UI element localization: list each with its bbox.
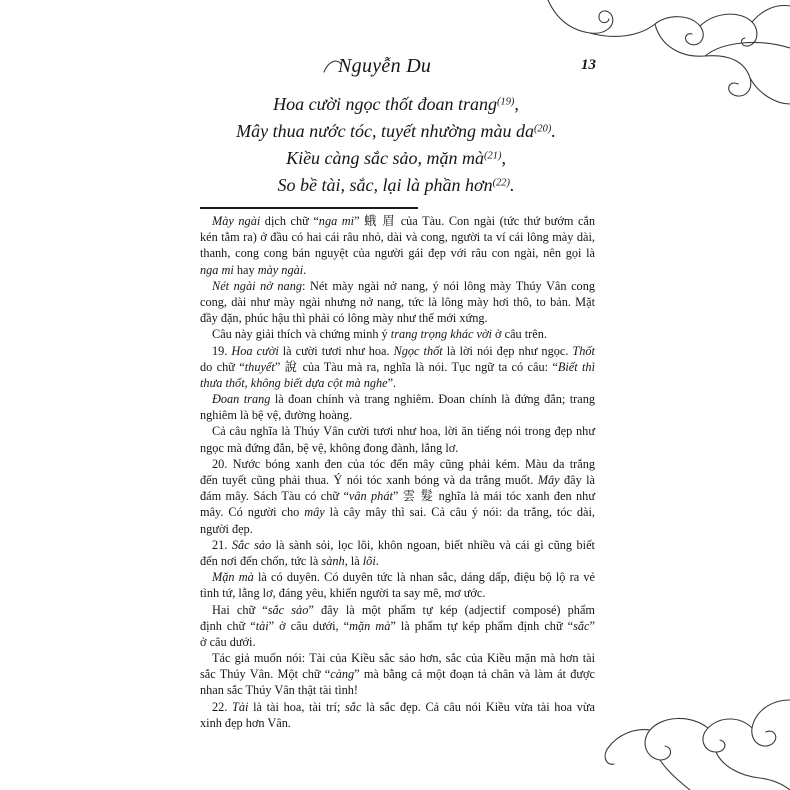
emphasis-text: Mây — [537, 473, 560, 487]
footnote-line — [200, 262, 595, 278]
verse-line — [0, 172, 790, 199]
footnote-text: đây là — [559, 473, 595, 487]
footnote-text: kén tằm ra) ở đầu có hai cái râu nhỏ, dài và cong, người ta ví cái lông mày dài, — [200, 230, 595, 245]
footnote-text: , là — [344, 553, 363, 568]
footnote-paragraph — [200, 456, 595, 537]
cloud-scroll-stroke — [716, 752, 790, 790]
footnote-line — [200, 245, 595, 261]
footnote-line — [200, 375, 595, 391]
emphasis-text: Thốt — [572, 343, 595, 358]
footnote-line — [200, 585, 595, 601]
footnote-text: Hai chữ “ — [212, 602, 268, 617]
footnote-text: ngọc mà đứng đắn, bệ vệ, không đong đành, lẳng lơ. — [200, 440, 459, 455]
verse-text: Mây thua nước tóc, tuyết nhường màu da — [236, 121, 534, 141]
footnote-paragraph — [200, 569, 595, 601]
footnote-text: là cây mây thì sai. Cả câu ý nói: da trắng, tóc dài, — [324, 505, 595, 520]
emphasis-text: sành — [321, 553, 345, 568]
footnote-text: là cười tươi như hoa. — [278, 343, 394, 358]
cloud-scroll-stroke — [590, 17, 703, 45]
cloud-scroll-stroke — [645, 718, 708, 760]
footnote-text: ”. — [387, 375, 397, 390]
verse-text: . — [510, 175, 515, 195]
emphasis-text: Mày ngài — [212, 214, 261, 228]
emphasis-text: tài — [255, 618, 269, 633]
footnote-line — [200, 310, 595, 326]
verse-block — [0, 91, 790, 199]
footnote-text: thanh, cong cong bán nguyệt của người gái đẹp với râu con ngài, nên gọi là — [200, 246, 595, 261]
footnote-line — [200, 569, 595, 585]
footnote-text: : Nét mày ngài nở nang, ý nói lông mày Thúy Vân cong — [302, 278, 595, 293]
corner-ornament-top-right — [548, 0, 790, 104]
footnote-line — [200, 521, 595, 537]
emphasis-text: nga mi — [200, 262, 234, 277]
emphasis-text: sắc — [345, 699, 362, 714]
footnote-line — [200, 440, 595, 456]
page-number: 13 — [581, 57, 596, 73]
footnote-line — [200, 359, 595, 375]
running-header-author: Nguyễn Du — [338, 55, 432, 77]
verse-text: So bề tài, sắc, lại là phần hơn — [277, 175, 493, 195]
cloud-scroll-stroke — [548, 0, 613, 33]
footnote-text: nghiêm là bệ vệ, đường hoàng. — [200, 408, 353, 423]
emphasis-text: Ngọc thốt — [393, 343, 443, 358]
footnote-text: đầy đặn, phúc hậu thì phải có lông mày như thế mới xứng. — [200, 311, 488, 326]
footnote-text: đến nơi đến chốn, tức là — [200, 553, 322, 568]
footnote-paragraph — [200, 343, 595, 392]
footnote-line — [200, 229, 595, 245]
footnote-paragraph — [200, 699, 595, 731]
footnote-line — [200, 602, 595, 618]
footnote-text: 19. — [212, 343, 232, 358]
footnote-line — [200, 650, 595, 666]
footnote-text: ” ở câu dưới, “ — [268, 618, 350, 633]
footnote-line — [200, 343, 595, 359]
footnote-text: ” 雲 髮 nghĩa là mái tóc xanh đen như — [392, 489, 595, 504]
footnote-line — [200, 504, 595, 520]
footnote-line — [200, 634, 595, 650]
footnote-paragraph — [200, 602, 595, 651]
footnote-paragraph — [200, 650, 595, 699]
verse-text: , — [514, 94, 519, 114]
footnote-line — [200, 278, 595, 294]
emphasis-text: sắc — [573, 618, 590, 633]
footnote-text: . — [303, 262, 307, 277]
verse-text: . — [551, 121, 556, 141]
footnotes — [200, 213, 595, 731]
footnote-text: do chữ “ — [200, 359, 245, 374]
footnote-paragraph — [200, 423, 595, 455]
footnote-text: đến tuyết cũng phải thua. Ý nói tóc xanh bóng và da trắng muốt. — [200, 473, 538, 487]
cloud-scroll-stroke — [703, 719, 752, 752]
emphasis-text: Tài — [232, 699, 249, 714]
footnote-text: 22. — [212, 699, 233, 714]
verse-line — [0, 118, 790, 145]
emphasis-text: sắc sảo — [267, 602, 309, 617]
footnote-text: định chữ “ — [200, 618, 256, 633]
footnote-text: tình tứ, lẳng lơ, đáng yêu, khiến người ta say mê, mơ ước. — [200, 586, 486, 601]
footnote-line — [200, 326, 595, 342]
cloud-scroll-stroke — [605, 730, 650, 765]
footnote-text: ” mà bằng cả một đoạn tả chân và làm át được — [354, 667, 595, 682]
footnote-text: là sắc đẹp. Cả câu nói Kiều vừa tài hoa vừa — [361, 699, 595, 714]
emphasis-text: thưa thốt, không biết dựa cột mà nghe — [200, 375, 388, 390]
footnote-text: ” đây là một phẩm tự kép (adjectif composé) phẩm — [308, 602, 595, 617]
footnote-line — [200, 407, 595, 423]
footnote-text: dịch chữ “ — [260, 214, 319, 228]
emphasis-text: Đoan trang — [212, 392, 271, 407]
footnote-text: Câu này giải thích và chứng minh ý — [212, 327, 391, 342]
footnote-line — [200, 699, 595, 715]
cloud-scroll-stroke — [752, 700, 790, 746]
emphasis-text: Nét ngài nở nang — [212, 278, 303, 293]
footnote-text: ” 蛾 眉 của Tàu. Con ngài (tức thứ bướm cắn — [354, 214, 596, 228]
footnote-text: ở câu dưới. — [200, 634, 256, 649]
footnote-line — [200, 456, 595, 472]
footnote-text: cong, dài như mày ngài nhưng nở nang, tức là lông mày hơi thô, to bản. Mặt — [200, 294, 595, 309]
footnote-line — [200, 537, 595, 553]
footnote-text: 21. — [212, 537, 232, 552]
emphasis-text: trang trọng khác vời — [390, 327, 492, 342]
footnote-text: . — [375, 553, 379, 568]
footnote-marker: (22) — [492, 177, 510, 189]
verse-text: Kiều càng sắc sảo, mặn mà — [286, 148, 485, 168]
footnote-line — [200, 682, 595, 698]
emphasis-text: Sắc sảo — [231, 537, 272, 552]
footnote-text: ” — [589, 618, 595, 633]
footnote-line — [200, 391, 595, 407]
cloud-scroll-stroke — [705, 42, 790, 56]
emphasis-text: thuyết — [244, 359, 275, 374]
footnote-text: là đoan chính và trang nghiêm. Đoan chính là đứng đắn; trang — [270, 392, 595, 407]
footnote-line — [200, 294, 595, 310]
footnote-text: là lời nói đẹp như ngọc. — [442, 343, 573, 358]
verse-text: , — [501, 148, 506, 168]
cloud-scroll-stroke — [655, 24, 751, 96]
verse-text: Hoa cười ngọc thốt đoan trang — [273, 94, 498, 114]
footnote-line — [200, 423, 595, 439]
footnote-paragraph — [200, 537, 595, 569]
emphasis-text: nga mi — [318, 214, 355, 228]
footnote-text: là tài hoa, tài trí; — [248, 699, 346, 714]
footnote-text: là sành sỏi, lọc lõi, khôn ngoan, biết nhiều và cái gì cũng biết — [271, 537, 595, 552]
emphasis-text: vân phát — [348, 489, 393, 504]
footnote-text: mây. Có người cho — [200, 505, 305, 520]
footnote-marker: (20) — [533, 123, 552, 135]
footnote-text: là có duyên. Có duyên tức là nhan sắc, dáng dấp, điệu bộ lộ ra vẻ — [253, 570, 595, 585]
footnote-separator — [200, 207, 418, 209]
footnote-text: đám mây. Sách Tàu có chữ “ — [200, 489, 349, 504]
footnote-text: sắc Thúy Vân. Một chữ “ — [200, 667, 331, 682]
emphasis-text: Biết thì — [557, 359, 595, 374]
cloud-scroll-stroke — [660, 760, 690, 790]
footnote-paragraph — [200, 391, 595, 423]
footnote-text: 20. Nước bóng xanh đen của tóc đến mây cũng phải kém. Màu da trắng — [212, 456, 595, 471]
emphasis-text: lõi — [362, 553, 376, 568]
footnote-text: Tác giả muốn nói: Tài của Kiều sắc sảo hơn, sắc của Kiều mặn mà hơn tài — [212, 651, 595, 666]
footnote-line — [200, 618, 595, 634]
footnote-text: ” 說 của Tàu mà ra, nghĩa là nói. Tục ngữ ta có câu: “ — [274, 359, 558, 374]
footnote-line — [200, 715, 595, 731]
footnote-text: ở câu trên. — [491, 327, 547, 342]
footnote-text: hay — [233, 262, 258, 277]
footnote-paragraph — [200, 278, 595, 327]
verse-line — [0, 145, 790, 172]
verse-line — [0, 91, 790, 118]
emphasis-text: mày ngài — [257, 262, 304, 277]
emphasis-text: mây — [304, 505, 325, 520]
footnote-text: xinh đẹp hơn Vân. — [200, 715, 291, 730]
corner-ornament-bottom-right — [605, 700, 790, 790]
footnote-marker: (19) — [497, 96, 515, 108]
emphasis-text: Mặn mà — [212, 570, 254, 585]
footnote-line — [200, 666, 595, 682]
emphasis-text: Hoa cười — [231, 343, 279, 358]
cloud-scroll-stroke — [752, 6, 790, 22]
footnote-text: ” là phẩm tự kép phẩm định chữ “ — [390, 618, 574, 633]
footnote-line — [200, 488, 595, 504]
footnote-paragraph — [200, 326, 595, 342]
footnote-line — [200, 472, 595, 488]
emphasis-text: mặn mà — [349, 618, 391, 633]
footnote-paragraph — [200, 213, 595, 278]
footnote-marker: (21) — [484, 150, 502, 162]
footnote-text: Cả câu nghĩa là Thúy Vân cười tươi như hoa, lời ăn tiếng nói trong đẹp như — [212, 424, 595, 439]
cloud-scroll-stroke — [700, 14, 757, 46]
footnote-line — [200, 553, 595, 569]
footnote-line — [200, 213, 595, 229]
footnote-text: người đẹp. — [200, 521, 253, 536]
emphasis-text: càng — [330, 667, 355, 682]
footnote-text: nhan sắc Thúy Vân thật tài tình! — [200, 683, 359, 698]
